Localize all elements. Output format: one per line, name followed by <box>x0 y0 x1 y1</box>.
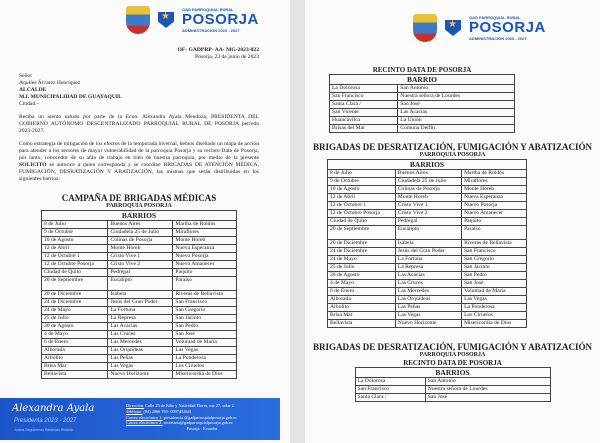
table-row <box>42 363 237 371</box>
table-row <box>42 315 237 323</box>
letter-page-1 <box>0 0 290 443</box>
table-row <box>42 269 237 277</box>
table-cell: Las Vegas <box>462 296 527 304</box>
table-cell: San José <box>398 101 515 109</box>
table-row <box>42 291 237 299</box>
table-cell: 12 de Octubre 1 <box>42 253 108 261</box>
contact-line <box>126 426 278 432</box>
table-cell: Nuevo Horizonte <box>395 320 461 328</box>
table-cell: San Jacinto <box>462 264 527 272</box>
table-cell: 9 de Octubre <box>328 178 396 186</box>
table-cell: Misericordia de Dios <box>173 371 237 379</box>
posorja-brand: GAD PARROQUIAL RURAL POSORJA ADMINISTRACIÓN 2023 - 2027 <box>182 7 259 33</box>
table-cell: 4 de Mayo <box>42 331 108 339</box>
table-cell: Huancavilca <box>330 117 398 125</box>
table-cell: Cristo Vive 1 <box>395 202 461 210</box>
table-cell: Bellavista <box>328 320 396 328</box>
table-row <box>42 307 237 315</box>
table-cell: Riveras de Bellavista <box>462 240 527 248</box>
table-cell: Ciudad de Quito <box>328 218 396 226</box>
table-cell: La Fortuna <box>108 307 173 315</box>
table-cell: San Antonio <box>425 378 550 386</box>
table-cell: 12 de Octubre Posorja <box>42 261 108 269</box>
table-cell: Voluntad de María <box>173 339 237 347</box>
table-cell: 20 de Septiembre <box>328 226 396 240</box>
table-row <box>328 280 527 288</box>
table-cell: Monte Horeb <box>173 237 237 245</box>
table-cell: Las Vegas <box>173 347 237 355</box>
table-cell: Santa Clara / <box>355 394 425 402</box>
table-cell: Riveras de Bellavista <box>173 291 237 299</box>
table-cell: Los Ciruelos <box>173 363 237 371</box>
table-row <box>328 304 527 312</box>
table-cell: 8 de Julio <box>328 170 396 178</box>
contact-value: Posorja - Ecuador <box>186 426 218 432</box>
table-row <box>328 312 527 320</box>
table-cell: La Dolorosa <box>355 378 425 386</box>
recipient-role: ALCALDE <box>19 87 47 93</box>
table-cell: 10 de Agosto <box>42 237 108 245</box>
table-cell: Jesús del Gran Poder <box>395 248 461 256</box>
table-cell: Bellavista <box>42 371 108 379</box>
contact-value: Calle 25 de Julio y Natividad Flores, mz 27, solar 2 <box>144 403 234 408</box>
table-cell: San Jacinto <box>173 315 237 323</box>
table-cell: Martha de Roldós <box>462 170 527 178</box>
signature-name: Alexandra Ayala <box>12 403 95 414</box>
table-cell: Nuevo Amanecer <box>173 261 237 269</box>
table-cell: Miraflores <box>462 178 527 186</box>
table-cell: Las Acacias <box>108 323 173 331</box>
table-cell: San Pedro <box>462 272 527 280</box>
contact-info <box>126 403 278 432</box>
table-row <box>328 240 527 248</box>
letter-footer <box>0 398 280 440</box>
table-cell: Isabela <box>108 291 173 299</box>
recinto-barrios-table-2 <box>355 367 551 402</box>
table-row <box>328 248 527 256</box>
table-cell: Brisa Mar <box>328 312 396 320</box>
table-cell: 12 de Octubre Posorja <box>328 210 396 218</box>
table-cell: San Vicente <box>330 109 398 117</box>
table-row <box>42 277 237 291</box>
table-row <box>328 202 527 210</box>
table-cell: 20 de Septiembre <box>42 277 108 291</box>
barrios-table-medical <box>41 210 237 379</box>
table-header: BARRIOS <box>328 160 527 170</box>
table-cell: La Represa <box>395 264 461 272</box>
table-cell: Las Acacias <box>395 272 461 280</box>
table-cell: 24 de Diciembre <box>328 248 396 256</box>
table-row <box>42 331 237 339</box>
table-cell: San Francisco <box>173 299 237 307</box>
table-row <box>328 288 527 296</box>
table-cell: Arbolito <box>42 355 108 363</box>
table-row <box>330 117 515 125</box>
table-row <box>328 218 527 226</box>
table-row <box>42 237 237 245</box>
table-row <box>330 125 515 133</box>
barrios-table-brigadas <box>327 159 527 328</box>
table-cell: Buenos Aires <box>395 170 461 178</box>
recinto-barrio-table <box>329 74 515 133</box>
ecuador-coat-of-arms-icon <box>126 6 150 34</box>
table-cell: 12 de Octubre 1 <box>328 202 396 210</box>
contact-label: Correo electrónico 1: <box>126 414 163 420</box>
signature-title: Presidenta 2023 - 2027 <box>14 418 77 424</box>
recipient-salutation: Señor <box>19 73 33 79</box>
table-row <box>42 347 237 355</box>
table-row <box>328 226 527 240</box>
reference-number: OF- GADPRP- AA- MG-2023-022 <box>177 47 259 53</box>
table-cell: La Ponderosa <box>462 304 527 312</box>
table-cell: Los Ciruelos <box>462 312 527 320</box>
table-cell: Paraíso <box>462 226 527 240</box>
table-row <box>42 229 237 237</box>
contact-label: Correo electrónico 2: <box>126 420 163 426</box>
table-row <box>42 221 237 229</box>
table-cell: Paquito <box>173 269 237 277</box>
table-cell: 6 de Enero <box>328 288 396 296</box>
table-row <box>330 93 515 101</box>
table-cell: Pedregal <box>108 269 173 277</box>
table-cell: San Gregorio <box>173 307 237 315</box>
recinto-title: RECINTO DATA DE POSORJA <box>372 66 472 74</box>
table-cell: Monte Horeb <box>395 194 461 202</box>
table-row <box>42 245 237 253</box>
table-row <box>42 323 237 331</box>
table-cell: Monte Horeb <box>462 186 527 194</box>
table-cell: San José <box>173 331 237 339</box>
brigadas-title: BRIGADAS DE DESRATIZACIÓN, FUMIGACIÓN Y ABATIZACIÓN <box>312 142 593 152</box>
table-cell: 25 de Julio <box>42 315 108 323</box>
table-cell: Nuevo Posorja <box>173 253 237 261</box>
table-header: BARRIO <box>330 75 515 85</box>
table-cell: Brisa Mar <box>42 363 108 371</box>
table-row <box>328 210 527 218</box>
brigadas-subtitle: PARROQUIA POSORJA <box>419 152 486 158</box>
table-cell: La Fortuna <box>395 256 461 264</box>
table-cell: Paraíso <box>173 277 237 291</box>
posorja-star-logo-icon <box>158 12 174 28</box>
table-cell: Nuestra señora de Lourdes <box>398 93 515 101</box>
header-logos <box>413 14 546 42</box>
table-row <box>328 272 527 280</box>
table-cell: 30 de Agosto <box>42 323 108 331</box>
table-cell: 20 de Diciembre <box>42 291 108 299</box>
table-cell: 6 de Enero <box>42 339 108 347</box>
contact-label: Dirección: <box>126 403 145 408</box>
footer-motto: Juntos Seguiremos Haciendo Historia <box>14 428 73 432</box>
table-cell: San Francisco <box>330 93 398 101</box>
table-cell: Pedregal <box>395 218 461 226</box>
table-row <box>328 194 527 202</box>
letter-page-2 <box>305 0 600 443</box>
contact-value: (04) 2066 765- 0997452641 <box>142 408 192 414</box>
table-header: BARRIOS <box>355 368 550 378</box>
table-cell: Colinas de Posorja <box>108 237 173 245</box>
table-cell: Las Vegas <box>108 363 173 371</box>
table-cell: Ciudadela 25 de Julio <box>108 229 173 237</box>
table-cell: 8 de Julio <box>42 221 108 229</box>
campaign-title: CAMPAÑA DE BRIGADAS MÉDICAS <box>61 193 217 203</box>
table-cell: 12 de Abril <box>42 245 108 253</box>
table-cell: 9 de Octubre <box>42 229 108 237</box>
table-cell: San Francisco <box>462 248 527 256</box>
table-cell: Santa Clara / <box>330 101 398 109</box>
page-2-body <box>311 66 594 402</box>
table-row <box>355 386 550 394</box>
recipient-name: Aquiles Álvarez Henríquez <box>19 80 81 86</box>
table-cell: Las Mercedes <box>108 339 173 347</box>
table-cell: 25 de Julio <box>328 264 396 272</box>
table-cell: San Antonio <box>398 85 515 93</box>
brigadas-2-subtitle: PARROQUIA POSORJA <box>419 352 486 358</box>
table-row <box>328 178 527 186</box>
table-cell: 24 de Mayo <box>42 307 108 315</box>
table-row <box>328 256 527 264</box>
table-cell: 30 de Agosto <box>328 272 396 280</box>
table-cell: Cristo Vive 2 <box>395 210 461 218</box>
table-cell: Comuna Delfín <box>398 125 515 133</box>
contact-label: Teléfono: <box>126 408 143 414</box>
table-cell: Eucalipto <box>108 277 173 291</box>
table-cell: San Gregorio <box>462 256 527 264</box>
paragraph-1: Reciba un atento saludo por parte de la Econ. Alexandra Ayala Mendoza, PRESIDENTA DEL GOBIERNO AUTÓNOMO DESCENTRALIZADO PARROQUIAL RURAL DE POSORJA período 2023-2027. <box>19 114 259 134</box>
table-cell: 24 de Diciembre <box>42 299 108 307</box>
letter-body <box>19 47 259 379</box>
table-cell: Voluntad de María <box>462 288 527 296</box>
table-row <box>330 85 515 93</box>
table-cell: La Dolorosa <box>330 85 398 93</box>
table-cell: 20 de Diciembre <box>328 240 396 248</box>
table-cell: Las Acacias <box>398 109 515 117</box>
table-cell: Las Cruces <box>108 331 173 339</box>
ecuador-coat-of-arms-icon <box>413 14 437 42</box>
table-row <box>355 378 550 386</box>
table-cell: Misericordia de Dios <box>462 320 527 328</box>
table-cell: Nueva Esperanza <box>462 194 527 202</box>
table-cell: Nuestra señora de Lourdes <box>425 386 550 394</box>
table-cell: Martha de Roldós <box>173 221 237 229</box>
table-cell: Buenos Aires <box>108 221 173 229</box>
table-row <box>355 394 550 402</box>
table-cell: 24 de Mayo <box>328 256 396 264</box>
table-cell: Monte Horeb <box>108 245 173 253</box>
table-cell: Paquito <box>462 218 527 226</box>
recipient-org: M.I. MUNICIPALIDAD DE GUAYAQUIL <box>19 94 122 100</box>
table-cell: Las Peñas <box>108 355 173 363</box>
recipient-city: Ciudad.- <box>19 101 39 107</box>
table-cell: 4 de Mayo <box>328 280 396 288</box>
table-row <box>328 170 527 178</box>
table-row <box>330 109 515 117</box>
table-row <box>42 355 237 363</box>
table-cell: Brisas del Mar <box>330 125 398 133</box>
paragraph-2: Como estrategia de mitigación de los efectos de la temporada invernal, hemos diseñado un mapa de acción para atender a los sectores de mayor vulnerabilidad de la parroquia Posorja y su recinto Data de Posorja, por tanto, conocedor de su afán de trabajo en bien de nuestra parroquia, por medio de la presente SOLICITO se autorice a quien corresponda y se coordine BRIGADAS DE ATENCIÓN MÉDICA, FUMIGACIÓN, DESRATIZACIÓN Y ABATIZACIÓN, las mismas que serán distribuidas en los siguientes barrios: <box>19 141 259 182</box>
table-cell: Ciudadela 25 de Julio <box>395 178 461 186</box>
table-cell: 10 de Agosto <box>328 186 396 194</box>
table-cell: Nuevo Amanecer <box>462 210 527 218</box>
table-cell: San José <box>462 280 527 288</box>
table-cell: Alborada <box>42 347 108 355</box>
contact-value: presidencia @gadparroquialposorja.gob.ec <box>162 414 238 420</box>
table-cell: Las Orquídeas <box>395 296 461 304</box>
table-cell: San Francisco <box>355 386 425 394</box>
table-cell: La Unión <box>398 117 515 125</box>
table-row <box>328 186 527 194</box>
table-cell: Ciudad de Quito <box>42 269 108 277</box>
table-row <box>42 261 237 269</box>
table-cell: Nuevo Horizonte <box>108 371 173 379</box>
table-cell: 12 de Abril <box>328 194 396 202</box>
table-cell: Arbolito <box>328 304 396 312</box>
table-row <box>42 371 237 379</box>
table-cell: Alborada <box>328 296 396 304</box>
table-row <box>328 296 527 304</box>
table-row <box>42 299 237 307</box>
letter-date: Posorja, 23 de junio de 2023 <box>194 54 259 60</box>
table-cell: Colinas de Posorja <box>395 186 461 194</box>
table-cell: Las Mercedes <box>395 288 461 296</box>
table-cell: Cristo Vive 2 <box>108 261 173 269</box>
table-row <box>328 320 527 328</box>
brigadas-2-title: BRIGADAS DE DESRATIZACIÓN, FUMIGACIÓN Y ABATIZACIÓN <box>312 342 593 352</box>
table-cell: Jesús del Gran Poder <box>108 299 173 307</box>
table-cell: San José <box>425 394 550 402</box>
table-header: BARRIOS <box>42 211 237 221</box>
header-logos <box>126 6 259 34</box>
table-cell: La Ponderosa <box>173 355 237 363</box>
table-cell: Nuevo Posorja <box>462 202 527 210</box>
table-cell: San Pedro <box>173 323 237 331</box>
table-row <box>42 253 237 261</box>
table-cell: Las Orquídeas <box>108 347 173 355</box>
table-cell: Las Cruces <box>395 280 461 288</box>
table-row <box>328 264 527 272</box>
table-cell: La Represa <box>108 315 173 323</box>
posorja-brand: GAD PARROQUIAL RURAL POSORJA ADMINISTRACIÓN 2023 - 2027 <box>469 15 546 41</box>
table-cell: Las Vegas <box>395 312 461 320</box>
table-cell: Eucalipto <box>395 226 461 240</box>
table-row <box>330 101 515 109</box>
campaign-subtitle: PARROQUIA POSORJA <box>106 203 172 209</box>
table-cell: Miraflores <box>173 229 237 237</box>
posorja-star-logo-icon <box>445 20 461 36</box>
contact-value: secretaria@gadparroquialposorja.gob.ec <box>162 420 233 426</box>
table-cell: Cristo Vive 1 <box>108 253 173 261</box>
table-row <box>42 339 237 347</box>
table-cell: Nueva Esperanza <box>173 245 237 253</box>
table-cell: Isabela <box>395 240 461 248</box>
solicito-emphasis: SOLICITO <box>19 162 47 168</box>
brigadas-2-recinto: RECINTO DATA DE POSORJA <box>403 359 502 367</box>
table-cell: Las Peñas <box>395 304 461 312</box>
